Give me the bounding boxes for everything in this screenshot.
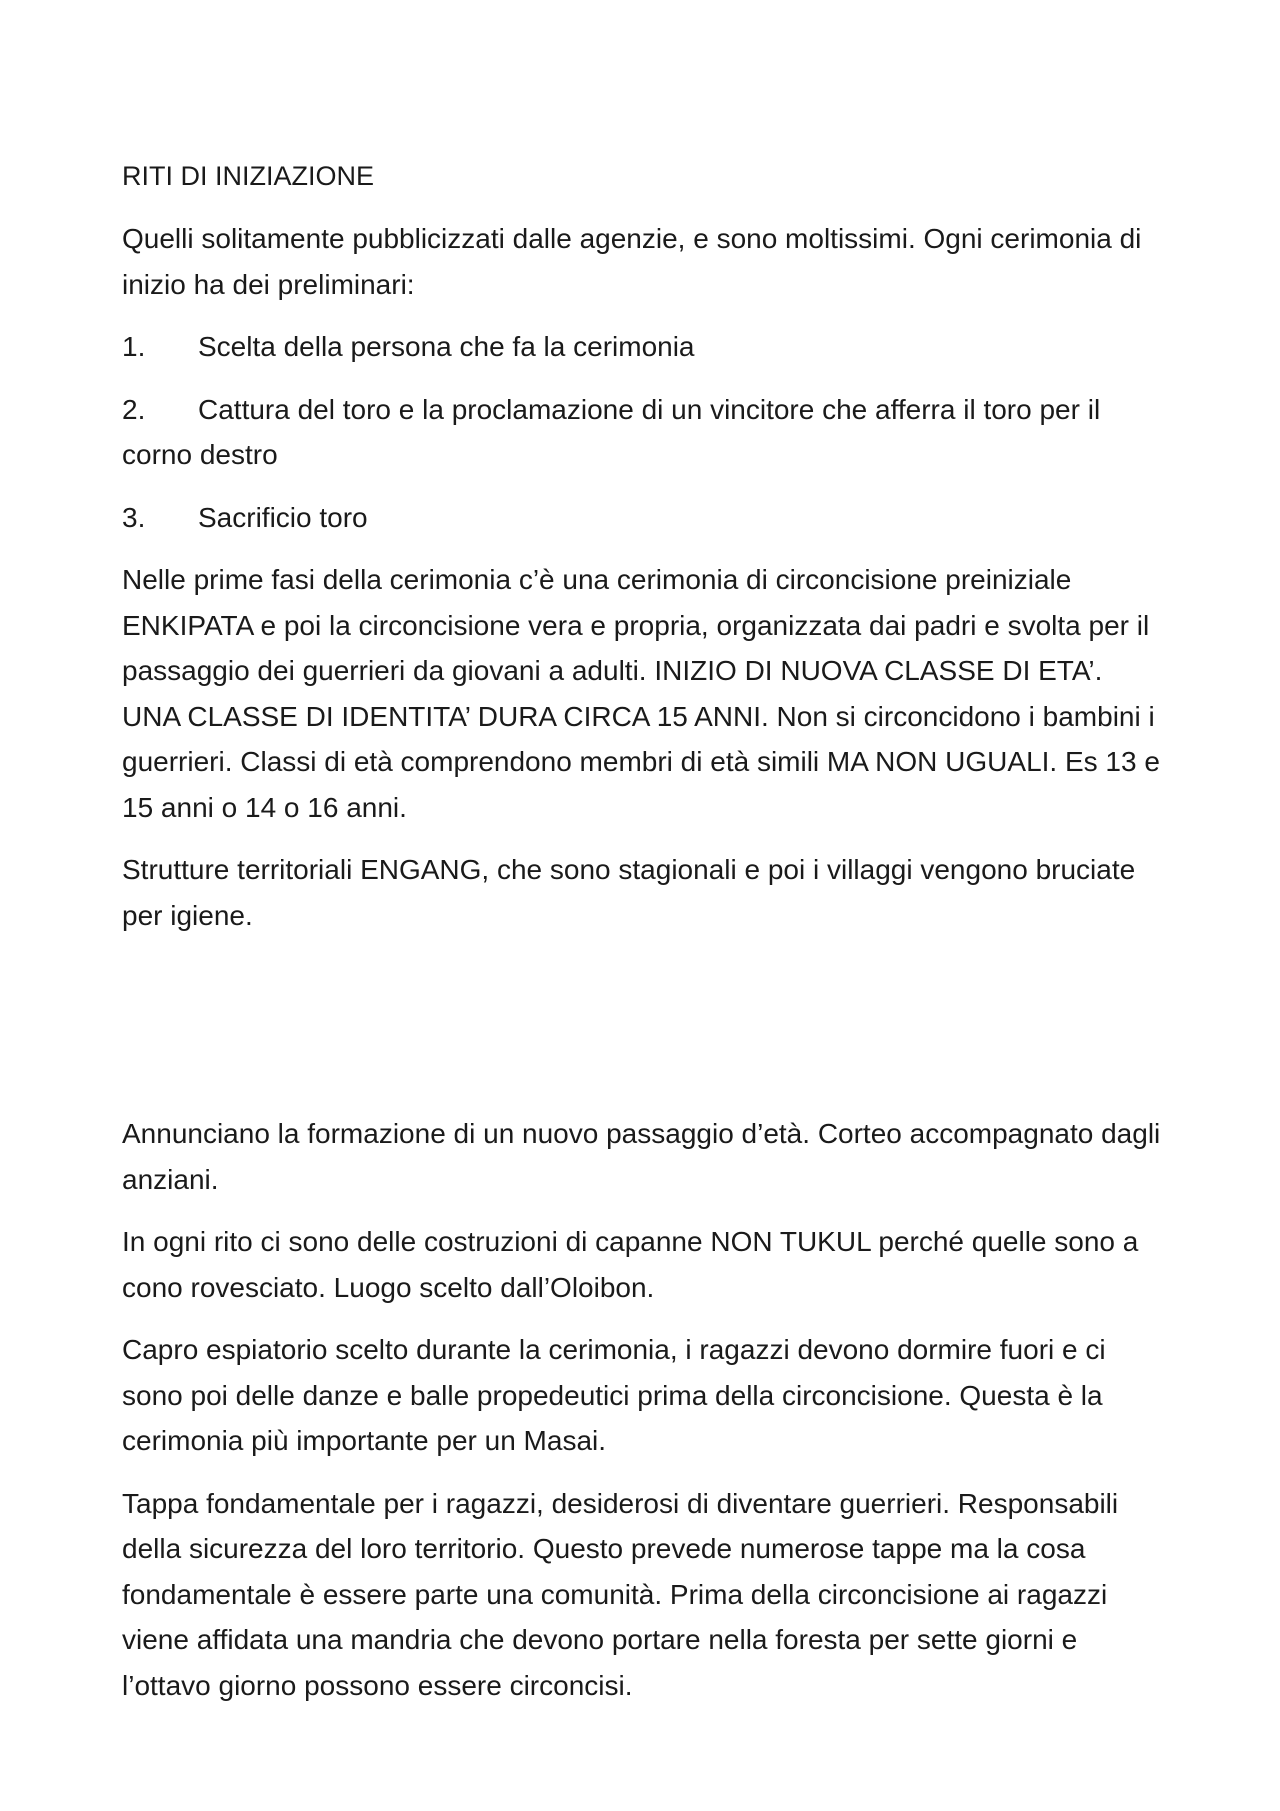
list-text: Sacrificio toro xyxy=(198,501,368,533)
list-text: Scelta della persona che fa la cerimonia xyxy=(198,331,695,362)
blank-space xyxy=(122,955,1166,1111)
body-paragraph: Capro espiatorio scelto durante la cerimonia, i ragazzi devono dormire fuori e ci sono poi delle danze e balle propedeutici prima della circoncisione. Questa è la cerimonia più importante per un Masai. xyxy=(122,1334,1106,1456)
list-item xyxy=(122,495,1166,541)
body-paragraph: Annunciano la formazione di un nuovo passaggio d’età. Corteo accompagnato dagli anziani. xyxy=(122,1118,1161,1195)
list-item xyxy=(122,324,1166,370)
document-title: RITI DI INIZIAZIONE xyxy=(122,161,375,191)
body-paragraph: In ogni rito ci sono delle costruzioni di capanne NON TUKUL perché quelle sono a cono rovesciato. Luogo scelto dall’Oloibon. xyxy=(122,1226,1139,1303)
intro-paragraph: Quelli solitamente pubblicizzati dalle agenzie, e sono moltissimi. Ogni cerimonia di inizio ha dei preliminari: xyxy=(122,223,1142,300)
body-paragraph: Strutture territoriali ENGANG, che sono stagionali e poi i villaggi vengono bruciate per igiene. xyxy=(122,854,1136,931)
list-number: 1. xyxy=(122,331,146,362)
list-number: 2. xyxy=(122,393,146,425)
preliminaries-list xyxy=(122,324,1166,540)
list-text: Cattura del toro e la proclamazione di un vincitore che afferra il toro per il corno destro xyxy=(122,393,1101,470)
body-paragraph: Nelle prime fasi della cerimonia c’è una cerimonia di circoncisione preiniziale ENKIPATA e poi la circoncisione vera e propria, organizzata dai padri e svolta per il passaggio dei guerrieri da giovani a adulti. INIZIO DI NUOVA CLASSE DI ETA’. UNA CLASSE DI IDENTITA’ DURA CIRCA 15 ANNI. Non si circoncidono i bambini i guerrieri. Classi di età comprendono membri di età simili MA NON UGUALI. Es 13 e 15 anni o 14 o 16 anni. xyxy=(122,564,1160,823)
list-item xyxy=(122,387,1166,478)
list-number: 3. xyxy=(122,501,146,533)
body-paragraph: Tappa fondamentale per i ragazzi, desiderosi di diventare guerrieri. Responsabili della sicurezza del loro territorio. Questo prevede numerose tappe ma la cosa fondamentale è essere parte una comunità. Prima della circoncisione ai ragazzi viene affidata una mandria che devono portare nella foresta per sette giorni e l’ottavo giorno possono essere circoncisi. xyxy=(122,1487,1119,1701)
